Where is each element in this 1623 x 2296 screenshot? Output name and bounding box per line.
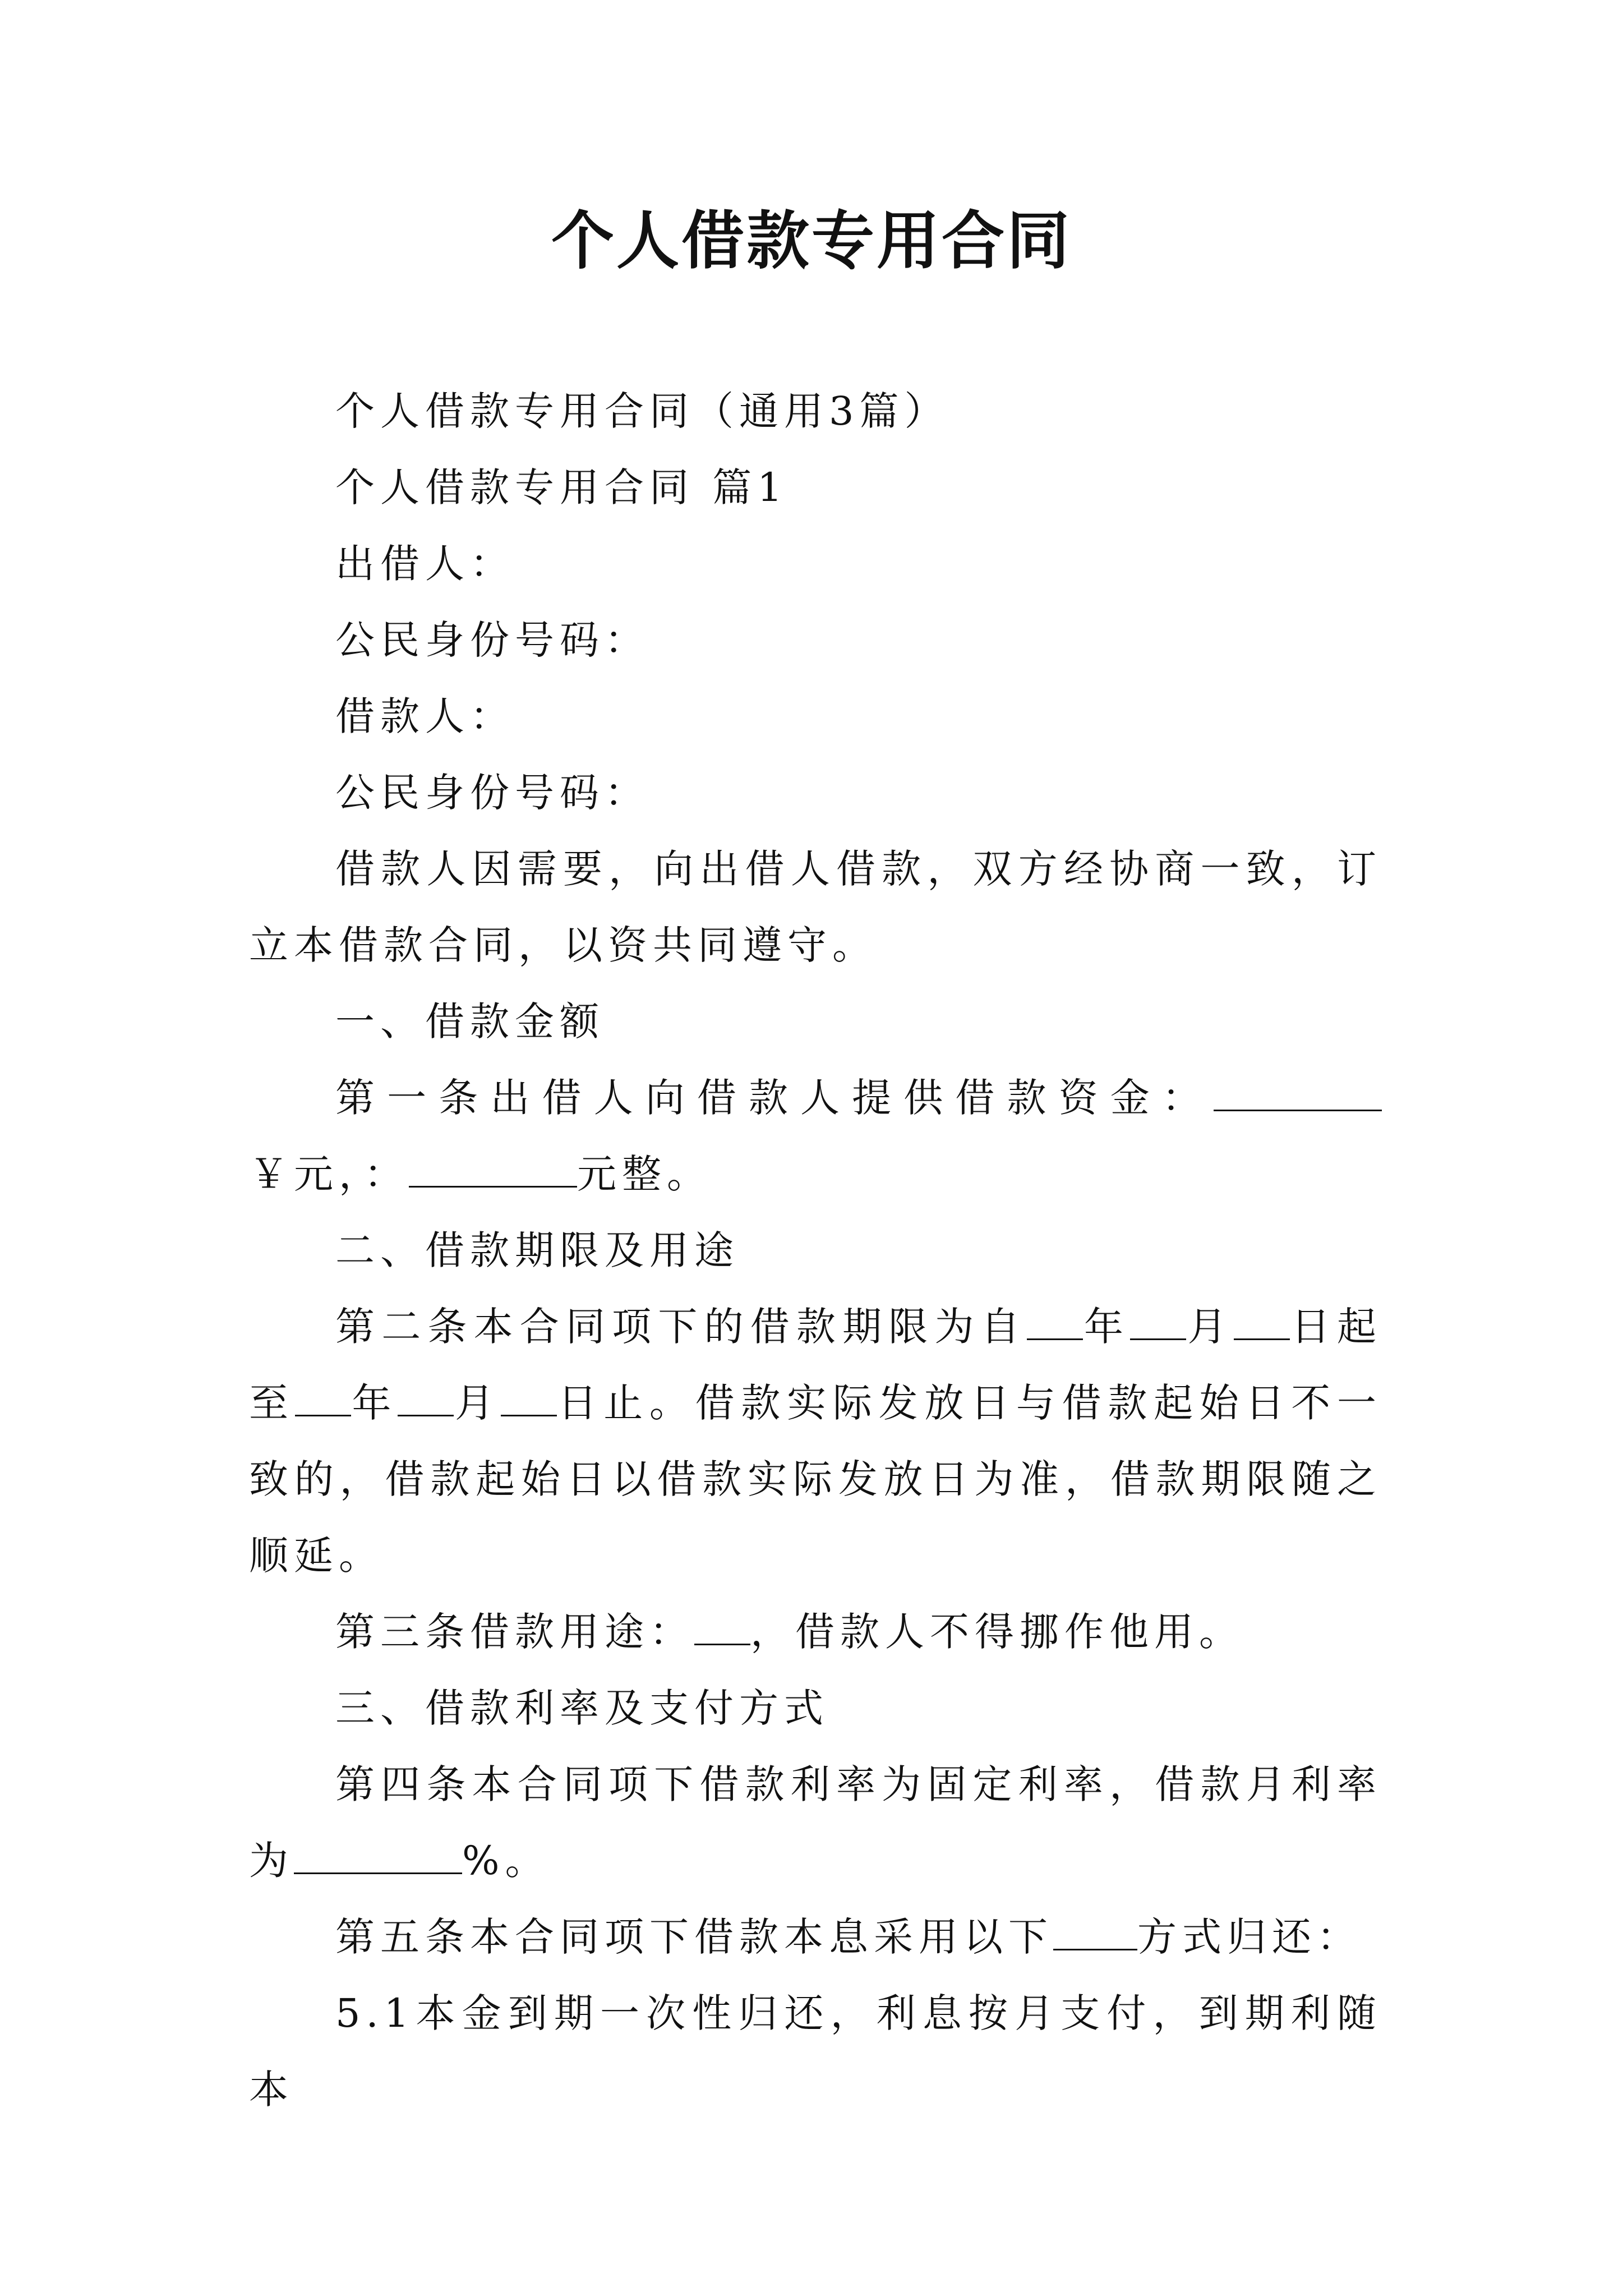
lender-label: 出借人： <box>335 541 515 587</box>
start-month-blank <box>1130 1305 1186 1340</box>
clause-5-1-paragraph: 5.1本金到期一次性归还，利息按月支付，到期利随本 <box>249 1990 1382 2113</box>
lender-id-label: 公民身份号码： <box>335 617 649 663</box>
borrower-label: 借款人： <box>335 693 515 739</box>
section-heading-part1: 个人借款专用合同 篇1 <box>335 464 788 510</box>
preamble-paragraph: 借款人因需要，向出借人借款，双方经协商一致，订立本借款合同，以资共同遵守。 <box>249 846 1382 968</box>
heading-loan-amount: 一、借款金额 <box>335 999 605 1045</box>
clause-2-text-f: 月 <box>454 1380 501 1426</box>
purpose-blank <box>694 1610 750 1645</box>
clause-5-text-b: 方式归还： <box>1137 1914 1362 1960</box>
clause-2-text-e: 年 <box>351 1380 398 1426</box>
clause-5-paragraph <box>249 1899 1382 1975</box>
clause-2-paragraph <box>249 1289 1382 1594</box>
end-year-blank <box>295 1381 351 1416</box>
subtitle-line: 个人借款专用合同（通用3篇） <box>335 388 949 434</box>
document-title: 个人借款专用合同 <box>551 204 1072 278</box>
clause-1-text-a: 第一条出借人向借款人提供借款资金： <box>335 1075 1214 1121</box>
borrower-id-label: 公民身份号码： <box>335 770 649 816</box>
document-body <box>249 373 1382 2128</box>
repayment-method-blank <box>1053 1915 1137 1950</box>
clause-1-paragraph <box>249 1060 1382 1212</box>
clause-2-text-d: 日起至 <box>249 1304 1382 1426</box>
clause-1-text-c: 元整。 <box>577 1151 712 1197</box>
clause-4-paragraph <box>249 1746 1382 1899</box>
end-day-blank <box>501 1381 557 1416</box>
amount-blank <box>1214 1076 1382 1111</box>
start-day-blank <box>1234 1305 1290 1340</box>
heading-loan-term: 二、借款期限及用途 <box>335 1227 739 1273</box>
clause-2-text-b: 年 <box>1082 1304 1131 1350</box>
clause-1-text-b: ￥元，： <box>249 1151 409 1197</box>
clause-3-paragraph <box>249 1594 1382 1670</box>
rate-blank <box>294 1839 462 1874</box>
clause-2-text-c: 月 <box>1186 1304 1234 1350</box>
clause-3-text-a: 第三条借款用途： <box>335 1609 694 1655</box>
amount-words-blank <box>409 1152 577 1188</box>
clause-2-text-g: 日止。借款实际发放日与借款起始日不一致的，借款起始日以借款实际发放日为准，借款期限随之顺延。 <box>249 1380 1382 1579</box>
heading-interest-rate: 三、借款利率及支付方式 <box>335 1685 829 1731</box>
end-month-blank <box>398 1381 454 1416</box>
clause-2-text-a: 第二条本合同项下的借款期限为自 <box>335 1304 1027 1350</box>
clause-4-text-b: %。 <box>462 1838 550 1884</box>
clause-5-text-a: 第五条本合同项下借款本息采用以下 <box>335 1914 1053 1960</box>
clause-4-text-a: 第四条本合同项下借款利率为固定利率，借款月利率为 <box>249 1761 1382 1884</box>
start-year-blank <box>1027 1305 1083 1340</box>
clause-3-text-b: ，借款人不得挪作他用。 <box>750 1609 1244 1655</box>
